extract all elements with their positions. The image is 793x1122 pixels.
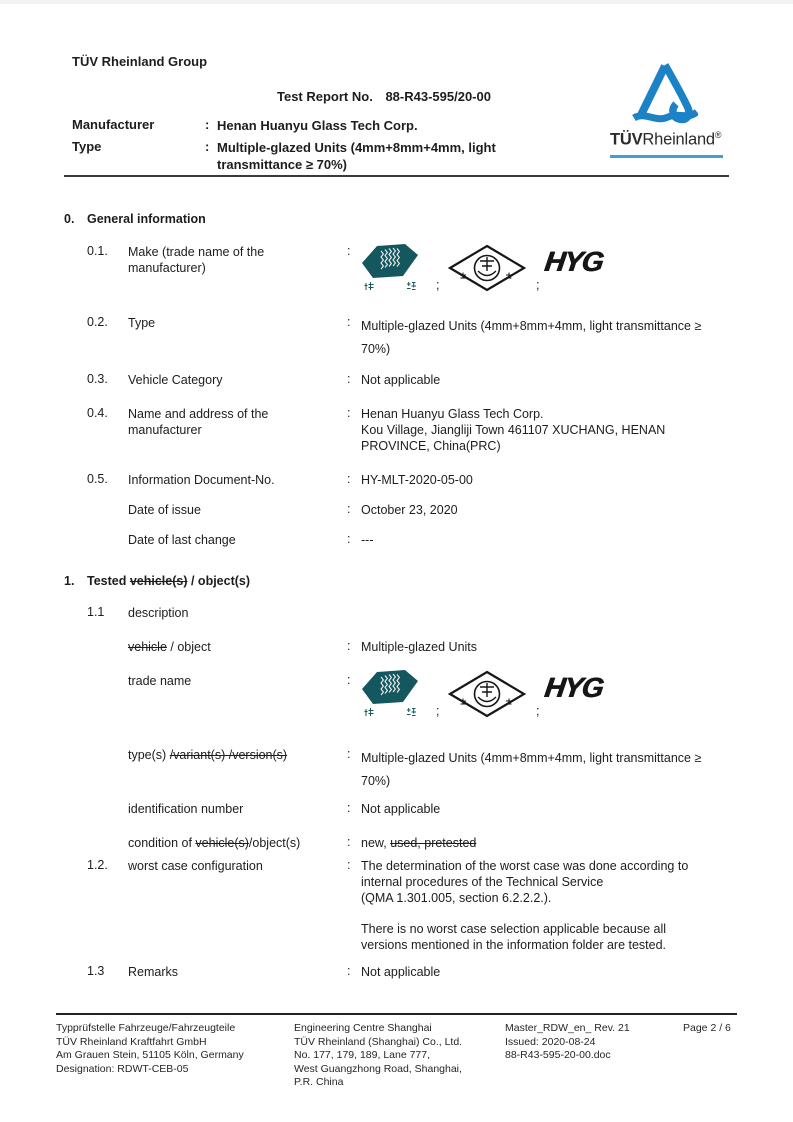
footer-line: Am Grauen Stein, 51105 Köln, Germany — [56, 1049, 244, 1061]
value-line: 70%) — [361, 773, 391, 788]
item-value: Multiple-glazed Units — [361, 640, 478, 654]
value-pre: new, — [361, 836, 391, 850]
semicolon: ; — [436, 278, 440, 292]
item-label: worst case configuration — [128, 859, 263, 873]
semicolon: ; — [436, 704, 440, 718]
value-line: Multiple-glazed Units (4mm+8mm+4mm, light transmittance ≥ — [361, 319, 702, 333]
chinese-character-icon — [406, 281, 416, 291]
footer-line: TÜV Rheinland (Shanghai) Co., Ltd. — [294, 1035, 463, 1048]
type-value-line1: Multiple-glazed Units (4mm+8mm+4mm, light — [217, 140, 496, 155]
hyg-logo-text: HYG — [542, 672, 605, 703]
value-line: versions mentioned in the information folder are tested. — [361, 938, 667, 952]
item-label: Type — [128, 316, 156, 330]
item-value — [361, 858, 741, 953]
value-line: There is no worst case selection applicable because all — [361, 922, 667, 936]
value-line: Multiple-glazed Units (4mm+8mm+4mm, light transmittance ≥ — [361, 751, 702, 765]
title-strike: vehicle(s) — [129, 574, 188, 588]
item-number: 0.2. — [87, 315, 108, 329]
colon: : — [347, 835, 351, 849]
label-post: / object — [166, 640, 211, 654]
item-label: Date of last change — [128, 533, 236, 547]
label-strike: vehicle — [128, 640, 167, 654]
colon: : — [205, 117, 210, 132]
colon: : — [347, 673, 351, 687]
hexagon-chinese-characters-icon — [364, 281, 416, 291]
colon: : — [347, 244, 351, 258]
footer-rule — [56, 1013, 737, 1015]
tuv-triangle-icon — [632, 62, 698, 126]
report-number-label: Test Report No. — [277, 89, 373, 104]
colon: : — [347, 858, 351, 872]
value-line: (QMA 1.301.005, section 6.2.2.2.). — [361, 891, 552, 905]
value-line: internal procedures of the Technical Service — [361, 875, 604, 889]
item-number: 0.3. — [87, 372, 108, 386]
value-line: PROVINCE, China(PRC) — [361, 439, 501, 453]
colon: : — [347, 372, 351, 386]
section-0-number: 0. — [64, 212, 75, 226]
label-pre: type(s) — [128, 748, 170, 762]
hexagon-chinese-characters-icon — [364, 707, 416, 717]
item-number: 0.1. — [87, 244, 108, 258]
section-1-number: 1. — [64, 574, 75, 588]
brand-rheinland: Rheinland — [642, 130, 715, 149]
item-value: --- — [361, 533, 374, 547]
manufacturer-value: Henan Huanyu Glass Tech Corp. — [217, 118, 418, 133]
item-label — [128, 835, 343, 851]
report-number-line — [277, 89, 491, 104]
footer-line: Page 2 / 6 — [683, 1022, 731, 1034]
item-value: October 23, 2020 — [361, 503, 458, 517]
item-number: 1.2. — [87, 858, 108, 872]
hexagon-seal-icon — [360, 242, 420, 280]
diamond-seal-icon — [448, 244, 526, 292]
section-0-title: General information — [87, 212, 206, 226]
group-title: TÜV Rheinland Group — [72, 54, 208, 69]
item-label: Information Document-No. — [128, 473, 275, 487]
item-value — [361, 315, 741, 360]
registered-mark: ® — [714, 130, 722, 140]
value-strike: used, pretested — [390, 836, 477, 850]
type-label: Type — [72, 139, 102, 154]
item-label: Remarks — [128, 965, 179, 979]
hexagon-seal-icon — [360, 668, 420, 706]
tuv-rheinland-logo — [610, 62, 726, 162]
item-number: 1.1 — [87, 605, 105, 619]
item-label: Make (trade name of the manufacturer) — [128, 245, 265, 275]
chinese-character-icon — [364, 707, 374, 717]
title-pre: Tested — [87, 574, 130, 588]
manufacturer-label: Manufacturer — [72, 117, 155, 132]
item-number: 0.5. — [87, 472, 108, 486]
item-value — [361, 835, 741, 851]
footer-test-centre-cologne — [56, 1022, 291, 1076]
item-value: HY-MLT-2020-05-00 — [361, 473, 473, 487]
label-pre: condition of — [128, 836, 196, 850]
label-strike: vehicle(s) — [195, 836, 249, 850]
colon: : — [347, 964, 351, 978]
item-label: Date of issue — [128, 503, 201, 517]
type-value-line2: transmittance ≥ 70%) — [217, 157, 347, 172]
footer-line: Issued: 2020-08-24 — [505, 1035, 596, 1048]
label-post: /object(s) — [248, 836, 301, 850]
colon: : — [347, 801, 351, 815]
value-line: Henan Huanyu Glass Tech Corp. — [361, 407, 544, 421]
diamond-seal-icon — [448, 670, 526, 718]
item-value — [361, 406, 741, 454]
footer-page-number — [683, 1022, 731, 1036]
footer-line: No. 177, 179, 189, Lane 777, — [294, 1049, 431, 1061]
colon: : — [347, 502, 351, 516]
footer-document-info — [505, 1022, 680, 1063]
footer-engineering-centre-shanghai — [294, 1022, 504, 1090]
chinese-character-icon — [364, 281, 374, 291]
colon: : — [347, 532, 351, 546]
footer-line: Master_RDW_en_ Rev. 21 — [505, 1022, 630, 1034]
colon: : — [347, 406, 351, 420]
footer-line: TÜV Rheinland Kraftfahrt GmbH — [56, 1035, 207, 1048]
trademark-logos-make — [360, 240, 620, 300]
footer-line: P.R. China — [294, 1076, 344, 1088]
footer-line: Typprüfstelle Fahrzeuge/Fahrzeugteile — [56, 1022, 236, 1034]
value-line: 70%) — [361, 341, 391, 356]
item-value: Not applicable — [361, 802, 441, 816]
value-line: The determination of the worst case was done according to — [361, 859, 689, 873]
label-strike: /variant(s) /version(s) — [169, 748, 288, 762]
colon: : — [347, 747, 351, 761]
footer-line: Designation: RDWT-CEB-05 — [56, 1062, 189, 1075]
section-1-title — [87, 574, 250, 588]
item-number: 1.3 — [87, 964, 105, 978]
item-label — [128, 639, 343, 655]
paragraph-gap — [361, 906, 741, 921]
trademark-logos-trade-name — [360, 666, 620, 726]
item-label: Name and address of the manufacturer — [128, 407, 269, 437]
title-post: / object(s) — [187, 574, 251, 588]
chinese-character-icon — [406, 707, 416, 717]
item-label — [128, 747, 343, 763]
brand-underline — [610, 155, 723, 158]
footer-line: 88-R43-595-20-00.doc — [505, 1049, 611, 1061]
item-value: Not applicable — [361, 373, 441, 387]
colon: : — [347, 472, 351, 486]
item-label: trade name — [128, 674, 192, 688]
footer-line: Engineering Centre Shanghai — [294, 1022, 432, 1034]
header-rule — [64, 175, 729, 177]
semicolon: ; — [536, 704, 540, 718]
type-value — [217, 139, 597, 173]
item-value: Not applicable — [361, 965, 441, 979]
report-number: 88-R43-595/20-00 — [385, 89, 491, 104]
footer-line: West Guangzhong Road, Shanghai, — [294, 1062, 462, 1075]
hyg-logo-text: HYG — [542, 246, 605, 277]
colon: : — [347, 639, 351, 653]
item-label: description — [128, 606, 189, 620]
colon: : — [347, 315, 351, 329]
item-value — [361, 747, 741, 792]
scan-edge — [0, 0, 793, 4]
item-label: Vehicle Category — [128, 373, 223, 387]
item-label: identification number — [128, 802, 244, 816]
value-line: Kou Village, Jiangliji Town 461107 XUCHANG, HENAN — [361, 423, 666, 437]
brand-tuv: TÜV — [610, 130, 643, 149]
tuv-brand-text — [610, 130, 721, 150]
colon: : — [205, 139, 210, 154]
semicolon: ; — [536, 278, 540, 292]
item-number: 0.4. — [87, 406, 108, 420]
